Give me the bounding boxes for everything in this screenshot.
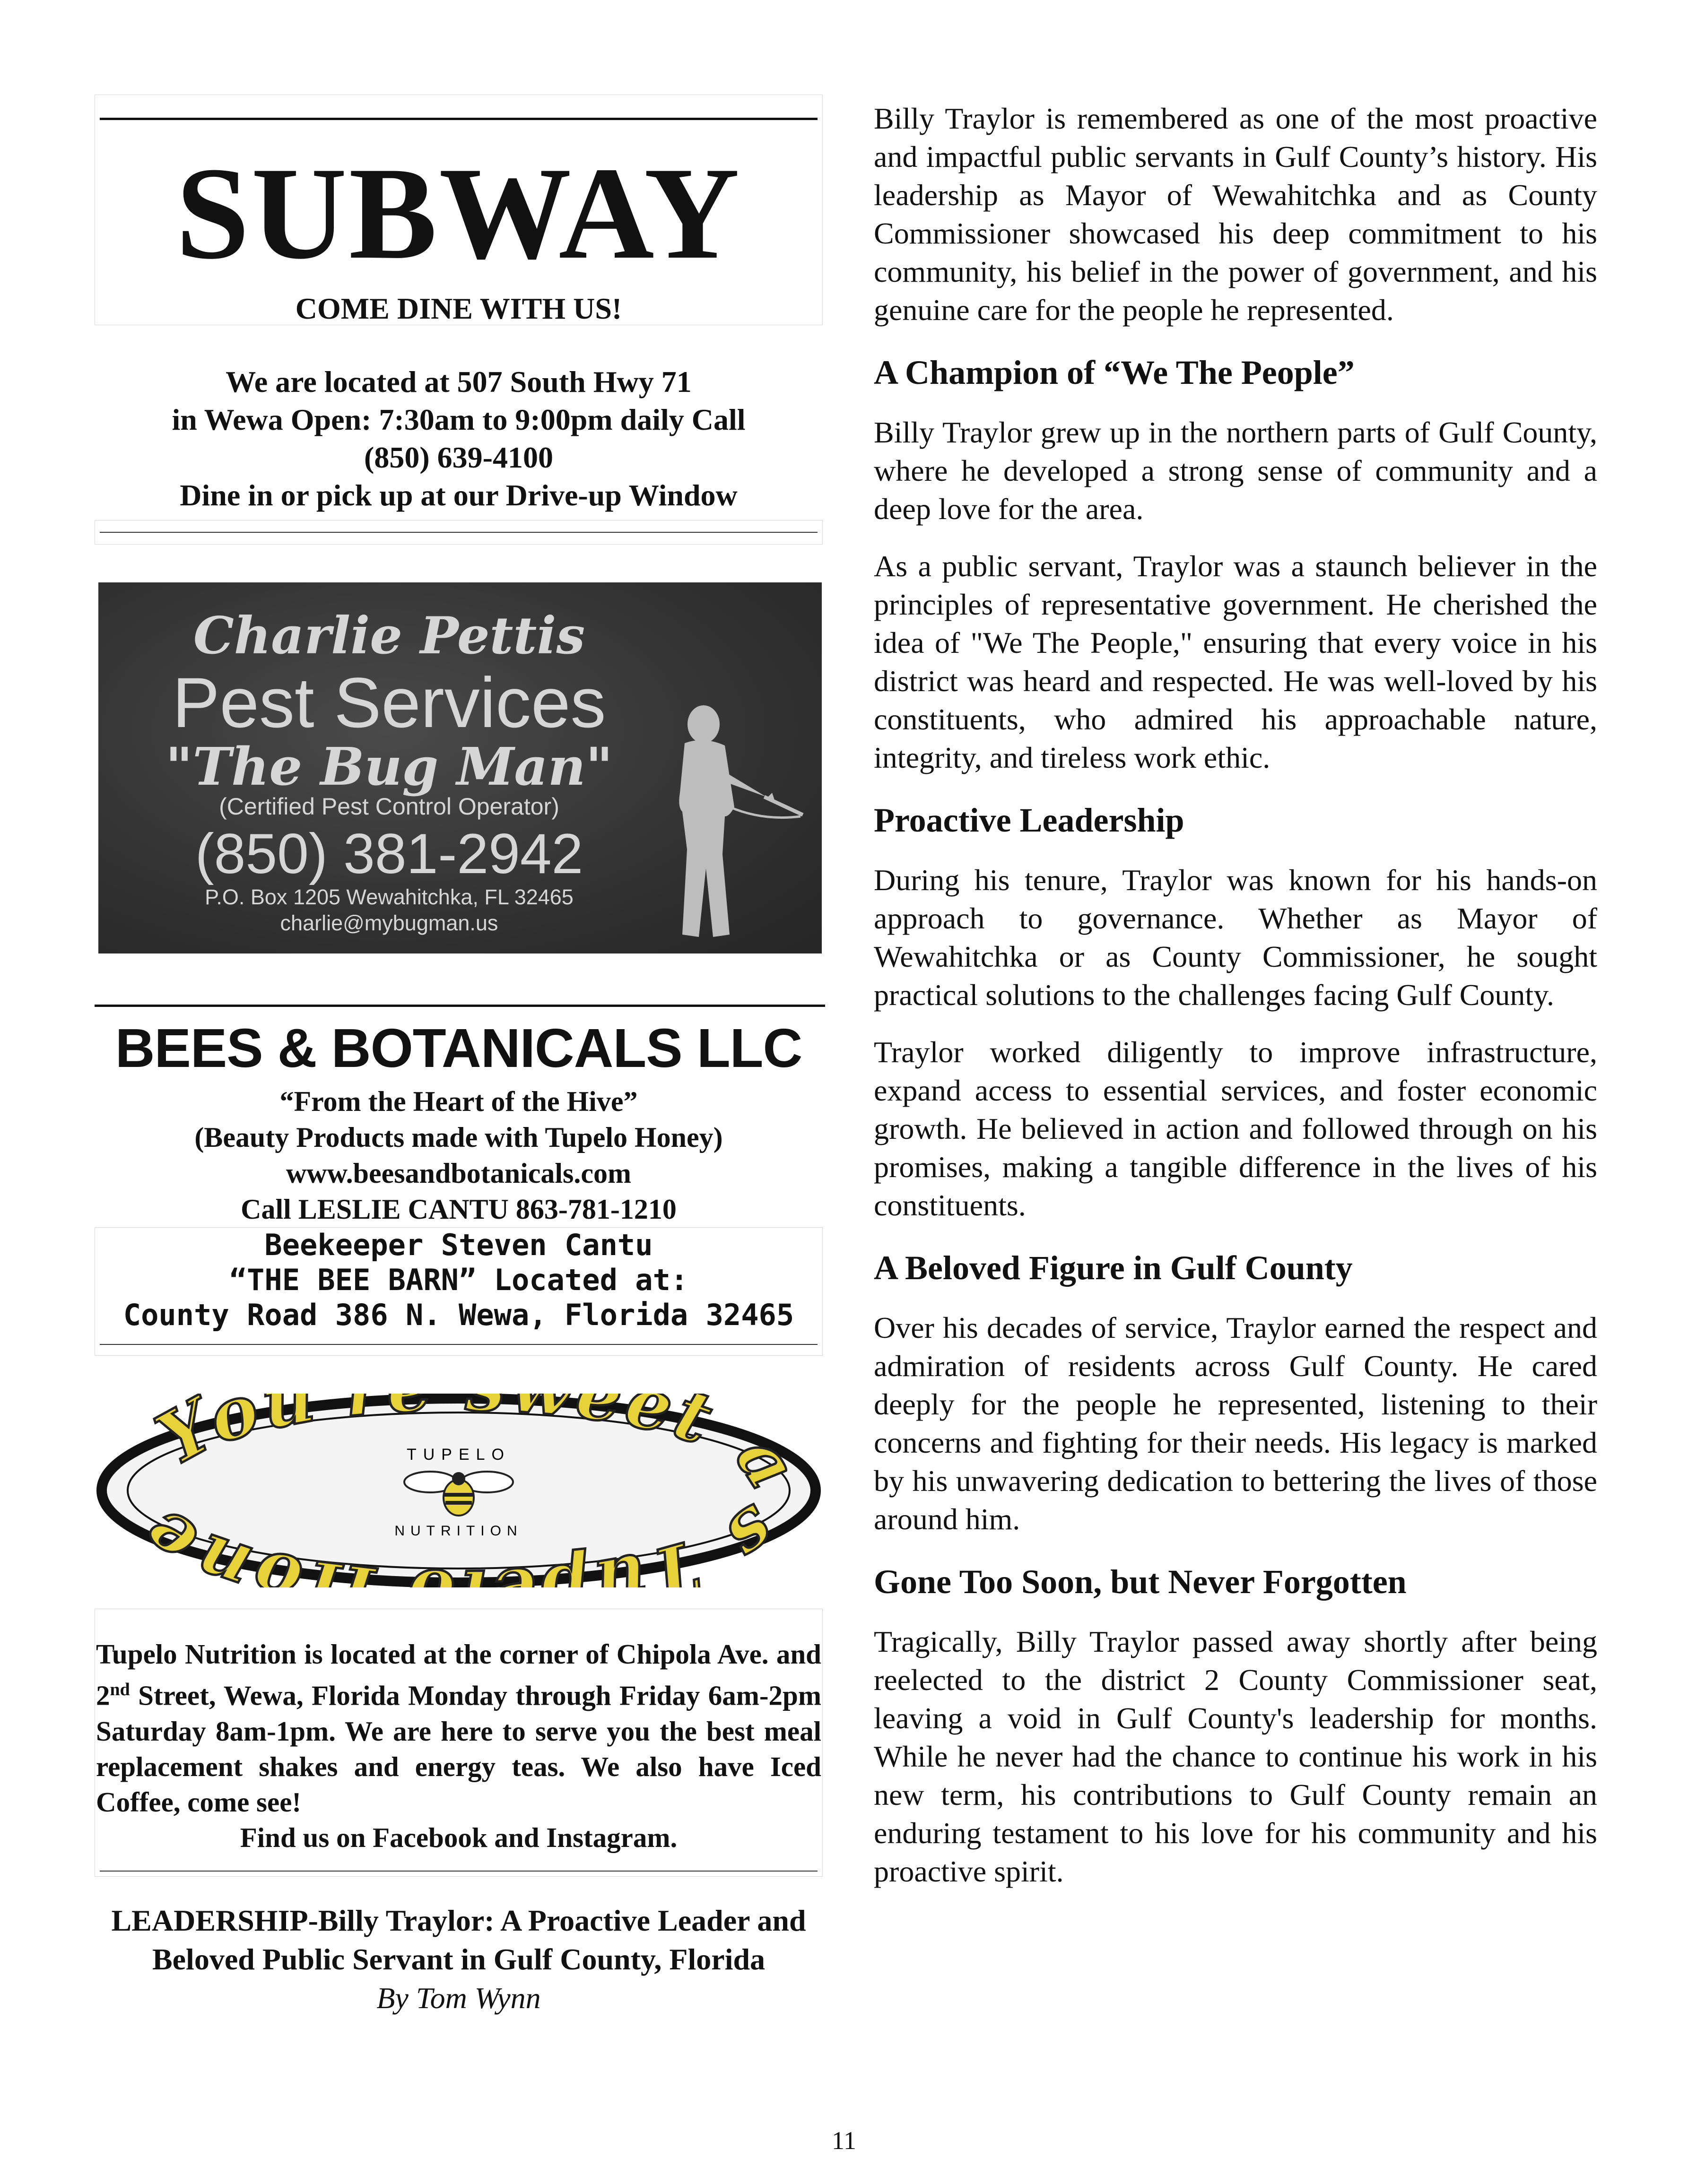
tupelo-description bbox=[96, 1609, 821, 1820]
bee-barn-address: County Road 386 N. Wewa, Florida 32465 bbox=[123, 1298, 794, 1332]
pest-nickname: "The Bug Man" bbox=[165, 736, 613, 797]
divider bbox=[100, 118, 818, 120]
section-heading: A Beloved Figure in Gulf County bbox=[874, 1249, 1353, 1287]
bee-barn-label: “THE BEE BARN” Located at: bbox=[229, 1263, 688, 1297]
bees-slogan: “From the Heart of the Hive” bbox=[279, 1086, 638, 1117]
tupelo-ring-text: You eet as Tu one bbox=[123, 1394, 817, 1587]
divider bbox=[100, 1871, 818, 1872]
section-heading: Proactive Leadership bbox=[874, 801, 1184, 839]
tupelo-text-a: Tupelo Nutrition is located at the corner of Chipola Ave. and 2 bbox=[96, 1638, 821, 1711]
tupelo-logo-bottom: NUTRITION bbox=[394, 1523, 523, 1539]
pest-pobox: P.O. Box 1205 Wewahitchka, FL 32465 bbox=[205, 885, 574, 909]
tupelo-sup: nd bbox=[110, 1680, 130, 1699]
tupelo-nutrition-ad bbox=[95, 1609, 823, 1877]
section-heading: Gone Too Soon, but Never Forgotten bbox=[874, 1563, 1407, 1601]
subway-footer-box bbox=[95, 520, 823, 545]
section-paragraph: As a public servant, Traylor was a staunch believer in the principles of representative government. He cherished the idea of "We The People," ensuring that every voice in his district was heard and respected. He was well-loved by his constituents, who admired his approachable nature, integrity, and tireless work ethic. bbox=[874, 549, 1597, 774]
bees-call: Call LESLIE CANTU 863-781-1210 bbox=[241, 1194, 677, 1225]
subway-info-line: We are located at 507 South Hwy 71 bbox=[226, 365, 692, 399]
bees-details bbox=[95, 1083, 823, 1227]
divider bbox=[95, 1005, 825, 1007]
divider bbox=[100, 1344, 818, 1345]
section-paragraph: Over his decades of service, Traylor earned the respect and admiration of residents across Gulf County. He cared deeply for the people he represented, listening to their concerns and fighting for their needs. His legacy is marked by his unwavering dedication to bettering the lives of those around him. bbox=[874, 1311, 1597, 1536]
article-intro: Billy Traylor is remembered as one of the most proactive and impactful public servants in Gulf County’s history. His leadership as Mayor of Wewahitchka and as County Commissioner showcased his deep commitment to his community, his belief in the power of government, and his genuine care for the people he represented. bbox=[874, 102, 1597, 327]
subway-title: SUBWAY bbox=[175, 139, 742, 286]
article-title: LEADERSHIP-Billy Traylor: A Proactive Leader and Beloved Public Servant in Gulf County, Florida bbox=[111, 1904, 806, 1976]
section-heading: A Champion of “We The People” bbox=[874, 354, 1355, 391]
tupelo-logo-top: TUPELO bbox=[406, 1446, 511, 1464]
exterminator-figure-icon bbox=[659, 698, 810, 944]
page-number: 11 bbox=[832, 2126, 856, 2155]
section-paragraph: Tragically, Billy Traylor passed away shortly after being reelected to the district 2 County Commissioner seat, leaving a void in Gulf County's leadership for months. While he never had the chance to continue his work in his new term, his contributions to Gulf County remain an enduring testament to his love for his community and his proactive spirit. bbox=[874, 1625, 1597, 1888]
left-column bbox=[95, 95, 823, 2018]
tupelo-social: Find us on Facebook and Instagram. bbox=[240, 1821, 678, 1853]
subway-info-line: Dine in or pick up at our Drive-up Window bbox=[180, 478, 738, 512]
article-byline: By Tom Wynn bbox=[376, 1981, 541, 2015]
pest-email: charlie@mybugman.us bbox=[280, 911, 498, 935]
beekeeper-name: Beekeeper Steven Cantu bbox=[264, 1228, 653, 1262]
pest-services-title: Pest Services bbox=[172, 663, 606, 742]
bees-products: (Beauty Products made with Tupelo Honey) bbox=[194, 1122, 723, 1153]
right-column bbox=[874, 99, 1597, 1890]
subway-tagline: COME DINE WITH US! bbox=[295, 292, 622, 325]
subway-info-line: (850) 639-4100 bbox=[364, 441, 553, 474]
section-paragraph: During his tenure, Traylor was known for his hands-on approach to governance. Whether as Mayor of Wewahitchka or as County Commissioner, he sought practical solutions to the challenges facing Gulf County. bbox=[874, 863, 1597, 1012]
tupelo-nutrition-logo bbox=[95, 1394, 823, 1587]
tupelo-text-b: Street, Wewa, Florida Monday through Friday 6am-2pm Saturday 8am-1pm. We are here to serve you the best meal replacement shakes and energy teas. We also have Iced Coffee, come see! bbox=[96, 1680, 821, 1818]
divider bbox=[100, 532, 818, 533]
subway-ad bbox=[95, 95, 823, 325]
bees-title: BEES & BOTANICALS LLC bbox=[115, 1017, 802, 1079]
section-paragraph: Traylor worked diligently to improve infrastructure, expand access to essential services, and foster economic growth. He believed in action and followed through on his promises, making a tangible difference in the lives of his constituents. bbox=[874, 1035, 1597, 1222]
section-paragraph: Billy Traylor grew up in the northern parts of Gulf County, where he developed a strong sense of community and a deep love for the area. bbox=[874, 416, 1597, 526]
subway-info-line: in Wewa Open: 7:30am to 9:00pm daily Call bbox=[172, 403, 746, 436]
pest-services-ad bbox=[98, 582, 822, 953]
bee-barn-box bbox=[95, 1227, 823, 1356]
pest-phone: (850) 381-2942 bbox=[195, 822, 583, 885]
pest-company-name: Charlie Pettis bbox=[193, 606, 585, 666]
bees-website: www.beesandbotanicals.com bbox=[286, 1158, 632, 1189]
subway-info bbox=[95, 363, 823, 514]
pest-certification: (Certified Pest Control Operator) bbox=[219, 793, 559, 820]
